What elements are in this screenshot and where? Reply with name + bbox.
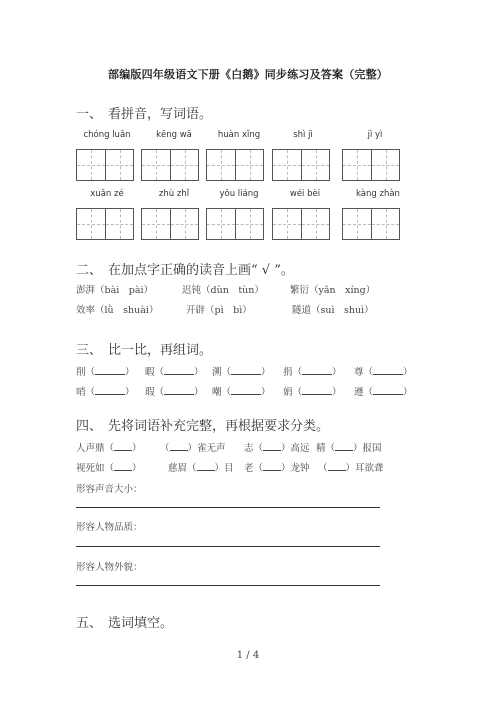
idiom-item <box>244 460 310 474</box>
compare-char: 尊 <box>354 367 364 378</box>
idiom-text: （ <box>160 443 170 454</box>
pronunciation-item[interactable]: 澎湃（bài pài） <box>76 285 154 296</box>
answer-blank[interactable] <box>95 394 125 395</box>
section-number: 三、 <box>76 343 103 358</box>
idiom-text: ）龙钟 <box>281 463 310 474</box>
idiom-text: （ <box>318 463 328 474</box>
pinyin-label: yǒu liáng <box>219 189 259 199</box>
pinyin-label: kēng wā <box>156 130 192 140</box>
compare-char: 暇 <box>145 367 155 378</box>
writing-grid[interactable] <box>76 149 134 181</box>
answer-blank[interactable] <box>263 470 281 471</box>
answer-blank[interactable] <box>373 374 403 375</box>
compare-char: 捐 <box>283 367 293 378</box>
category-label: 形容声音大小： <box>76 484 143 495</box>
pronunciation-item[interactable]: 隧道（suì shuì） <box>292 305 374 316</box>
pronunciation-item[interactable]: 效率（lǜ shuài） <box>76 305 159 316</box>
writing-grid[interactable] <box>141 208 199 240</box>
answer-blank[interactable] <box>302 374 332 375</box>
idiom-text: ）报国 <box>353 443 382 454</box>
compare-item: 溯（ ） <box>212 367 271 378</box>
writing-grid[interactable] <box>342 208 400 240</box>
idiom-text: 人声鼎（ <box>76 443 115 454</box>
idiom-text: 慈眉（ <box>168 463 197 474</box>
pronunciation-item[interactable]: 开辟（pì bì） <box>186 305 252 316</box>
idiom-item <box>76 460 142 474</box>
compare-item: 娟（ ） <box>283 387 342 398</box>
pronunciation-item[interactable]: 迟钝（dùn tùn） <box>182 285 264 296</box>
answer-blank[interactable] <box>197 470 215 471</box>
idiom-text: ） <box>132 463 142 474</box>
answer-blank[interactable] <box>373 394 403 395</box>
idiom-text: 精（ <box>316 443 336 454</box>
idiom-text: ）高远 <box>281 443 310 454</box>
answer-line[interactable] <box>76 546 380 547</box>
idiom-text: ）雀无声 <box>187 443 226 454</box>
pinyin-label: zhù zhǐ <box>158 189 190 199</box>
compare-item: 哨（ ） <box>76 387 135 398</box>
section-number: 四、 <box>76 419 103 434</box>
pinyin-label: wéi bèi <box>289 189 321 199</box>
compare-char: 遵 <box>354 387 364 398</box>
idiom-text: ） <box>132 443 142 454</box>
answer-blank[interactable] <box>263 450 281 451</box>
answer-blank[interactable] <box>231 374 261 375</box>
pinyin-label: xuǎn zé <box>90 189 124 199</box>
section-text: 选词填空。 <box>108 616 174 631</box>
idiom-item <box>76 440 142 454</box>
compare-item: 暇（ ） <box>145 367 204 378</box>
answer-blank[interactable] <box>95 374 125 375</box>
compare-char: 溯 <box>212 367 222 378</box>
idiom-item <box>318 460 384 474</box>
answer-blank[interactable] <box>114 450 132 451</box>
section-number: 五、 <box>76 616 103 631</box>
pinyin-label: kàng zhàn <box>356 189 400 199</box>
compare-item: 尊（ ） <box>354 367 413 378</box>
section-number: 一、 <box>76 107 103 122</box>
idiom-item <box>160 440 226 454</box>
answer-blank[interactable] <box>302 394 332 395</box>
idiom-item <box>244 440 310 454</box>
document-title: 部编版四年级语文下册《白鹅》同步练习及答案（完整） <box>108 68 388 81</box>
section-1-heading <box>76 103 212 122</box>
compare-char: 嘲 <box>212 387 222 398</box>
section-2-heading <box>76 259 294 278</box>
compare-item: 捐（ ） <box>283 367 342 378</box>
idiom-text: 视死如（ <box>76 463 115 474</box>
section-text: 先将词语补充完整，再根据要求分类。 <box>108 419 330 434</box>
answer-blank[interactable] <box>164 394 194 395</box>
idiom-text: ）目 <box>214 463 234 474</box>
category-label: 形容人物外貌： <box>76 562 143 573</box>
writing-grid[interactable] <box>141 149 199 181</box>
compare-item: 削（ ） <box>76 367 135 378</box>
section-4-heading <box>76 415 329 434</box>
idiom-text: 老（ <box>244 463 264 474</box>
compare-item: 嘲（ ） <box>212 387 271 398</box>
compare-item: 遵（ ） <box>354 387 413 398</box>
pronunciation-item[interactable]: 繁衍（yǎn xíng） <box>290 285 376 296</box>
section-number: 二、 <box>76 263 103 278</box>
idiom-item <box>168 460 234 474</box>
answer-line[interactable] <box>76 507 380 508</box>
compare-char: 娟 <box>283 387 293 398</box>
writing-grid[interactable] <box>206 149 264 181</box>
answer-blank[interactable] <box>114 470 132 471</box>
compare-char: 哨 <box>76 387 86 398</box>
idiom-item <box>316 440 382 454</box>
section-5-heading <box>76 612 173 631</box>
answer-blank[interactable] <box>335 450 353 451</box>
pinyin-label: chóng luǎn <box>83 130 131 140</box>
category-label: 形容人物品质： <box>76 522 143 533</box>
idiom-text: 志（ <box>244 443 264 454</box>
section-3-heading <box>76 339 212 358</box>
answer-blank[interactable] <box>164 374 194 375</box>
answer-blank[interactable] <box>170 450 188 451</box>
page-indicator: 1 / 4 <box>236 650 260 661</box>
answer-line[interactable] <box>76 585 380 586</box>
pinyin-label: shì jì <box>293 130 313 140</box>
writing-grid[interactable] <box>206 208 264 240</box>
idiom-text: ）耳欲聋 <box>345 463 384 474</box>
pinyin-label: jì yì <box>367 130 383 140</box>
section-text: 比一比，再组词。 <box>108 343 213 358</box>
answer-blank[interactable] <box>328 470 346 471</box>
section-text: 在加点字正确的读音上画“ √ ”。 <box>108 263 294 278</box>
writing-grid[interactable] <box>272 208 330 240</box>
writing-grid[interactable] <box>342 149 400 181</box>
answer-blank[interactable] <box>231 394 261 395</box>
section-text: 看拼音，写词语。 <box>108 107 213 122</box>
writing-grid[interactable] <box>272 149 330 181</box>
compare-item: 瑕（ ） <box>145 387 204 398</box>
pinyin-label: huàn xǐng <box>217 130 261 140</box>
compare-char: 削 <box>76 367 86 378</box>
compare-char: 瑕 <box>145 387 155 398</box>
writing-grid[interactable] <box>76 208 134 240</box>
